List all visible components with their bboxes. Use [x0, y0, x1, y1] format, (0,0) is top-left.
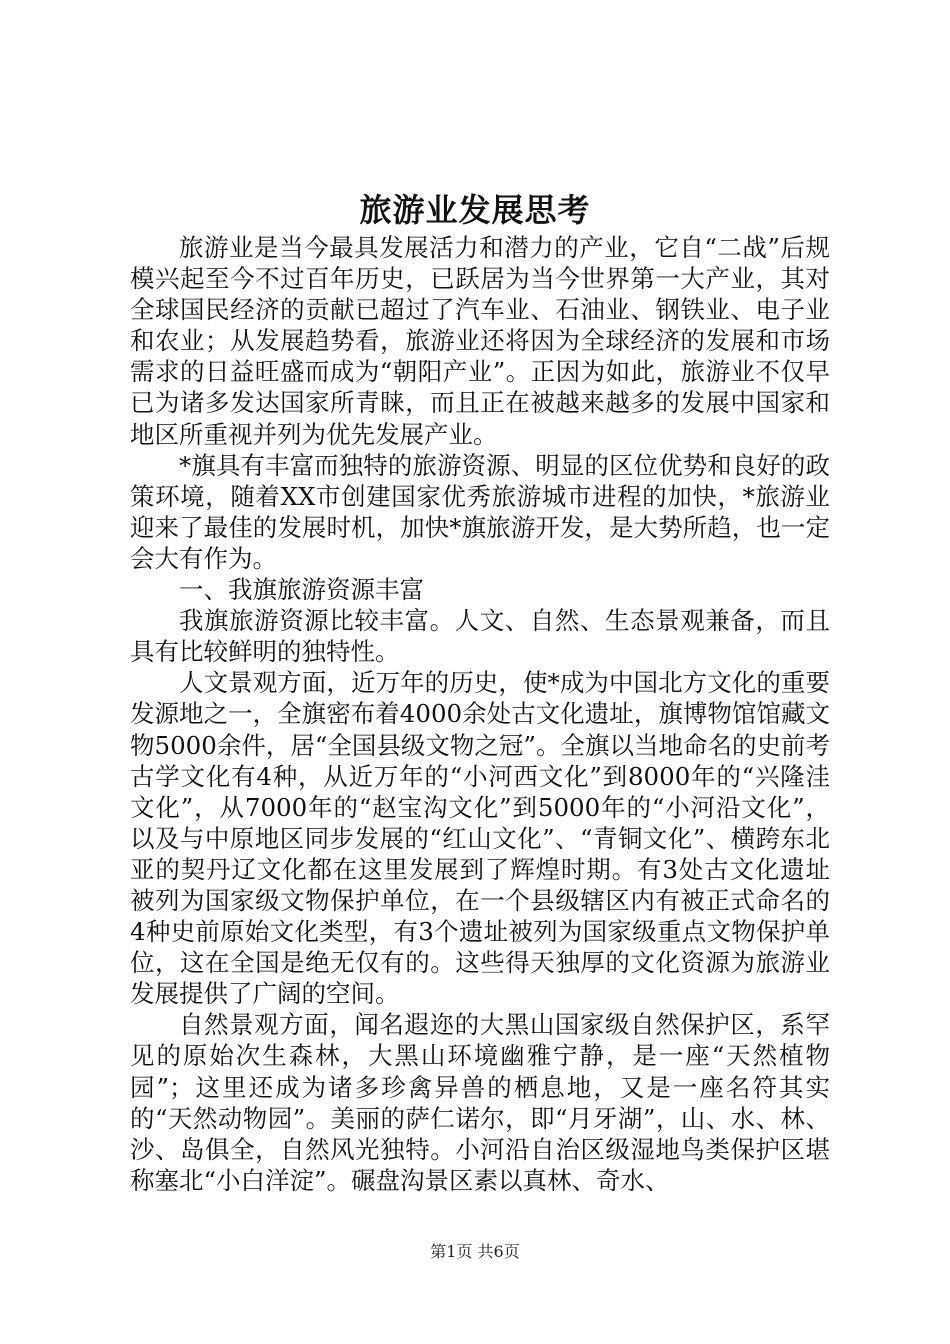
paragraph-resources-summary: 我旗旅游资源比较丰富。人文、自然、生态景观兼备，而且具有比较鲜明的独特性。 — [130, 606, 830, 667]
page-number-footer: 第1页 共6页 — [430, 1242, 520, 1261]
document-body — [130, 232, 830, 1196]
paragraph-natural-landscape: 自然景观方面，闻名遐迩的大黑山国家级自然保护区，系罕见的原始次生森林，大黑山环境幽雅宁静，是一座“天然植物园”；这里还成为诸多珍禽异兽的栖息地，又是一座名符其实的“天然动物园”。美丽的萨仁诺尔，即“月牙湖”，山、水、林、沙、岛俱全，自然风光独特。小河沿自治区级湿地鸟类保护区堪称塞北“小白洋淀”。碾盘沟景区素以真林、奇水、 — [130, 1010, 830, 1195]
section-heading-resources: 一、我旗旅游资源丰富 — [179, 575, 424, 605]
document-title: 旅游业发展思考 — [359, 191, 591, 229]
paragraph-cultural-landscape: 人文景观方面，近万年的历史，使*成为中国北方文化的重要发源地之一，全旗密布着4000余处古文化遗址，旗博物馆馆藏文物5000余件，居“全国县级文物之冠”。全旗以当地命名的史前考古学文化有4种，从近万年的“小河西文化”到8000年的“兴隆洼文化”，从7000年的“赵宝沟文化”到5000年的“小河沿文化”，以及与中原地区同步发展的“红山文化”、“青铜文化”、横跨东北亚的契丹辽文化都在这里发展到了辉煌时期。有3处古文化遗址被列为国家级文物保护单位，在一个县级辖区内有被正式命名的4种史前原始文化类型，有3个遗址被列为国家级重点文物保护单位，这在全国是绝无仅有的。这些得天独厚的文化资源为旅游业发展提供了广阔的空间。 — [130, 668, 830, 1009]
paragraph-context: *旗具有丰富而独特的旅游资源、明显的区位优势和良好的政策环境，随着XX市创建国家优秀旅游城市进程的加快，*旅游业迎来了最佳的发展时机，加快*旗旅游开发，是大势所趋，也一定会大有作为。 — [130, 450, 830, 573]
paragraph-intro: 旅游业是当今最具发展活力和潜力的产业，它自“二战”后规模兴起至今不过百年历史，已跃居为当今世界第一大产业，其对全球国民经济的贡献已超过了汽车业、石油业、钢铁业、电子业和农业；从发展趋势看，旅游业还将因为全球经济的发展和市场需求的日益旺盛而成为“朝阳产业”。正因为如此，旅游业不仅早已为诸多发达国家所青睐，而且正在被越来越多的发展中国家和地区所重视并列为优先发展产业。 — [130, 233, 830, 449]
